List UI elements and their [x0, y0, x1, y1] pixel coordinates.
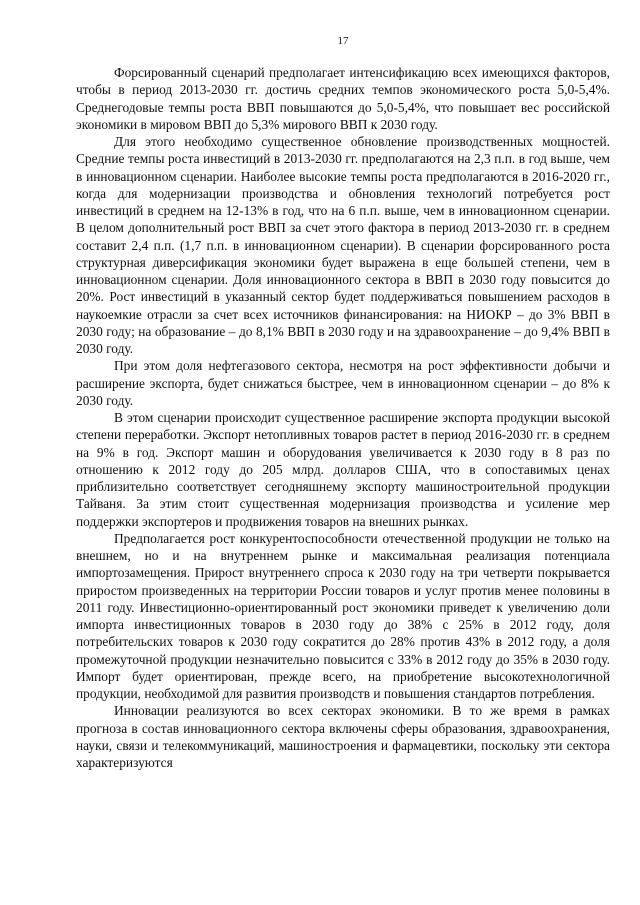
paragraph-oil-gas-share: При этом доля нефтегазового сектора, несмотря на рост эффективности добычи и расширение экспорта, будет снижаться быстрее, чем в инновационном сценарии – до 8% к 2030 году.: [76, 358, 610, 408]
paragraph-capacity-renewal: Для этого необходимо существенное обновление производственных мощностей. Средние темпы роста инвестиций в 2013-2030 гг. предполагаются на 2,3 п.п. в год выше, чем в инновационном сценарии. Наиболее высокие темпы роста предполагаются в 2016-2020 гг., когда для модернизации производства и обновления технологий потребуется рост инвестиций в среднем на 12-13% в год, что на 6 п.п. выше, чем в инновационном сценарии. В целом дополнительный рост ВВП за счет этого фактора в период 2013-2030 гг. в среднем составит 2,4 п.п. (1,7 п.п. в инновационном сценарии). В сценарии форсированного роста структурная диверсификация экономики будет выражена в еще большей степени, чем в инновационном сценарии. Доля инновационного сектора в ВВП в 2030 году повысится до 20%. Рост инвестиций в указанный сектор будет поддерживаться повышением расходов в наукоемкие отрасли за счет всех источников финансирования: на НИОКР – до 3% ВВП в 2030 году; на образование – до 8,1% ВВП в 2030 году и на здравоохранение – до 9,4% ВВП в 2030 году.: [76, 134, 610, 356]
paragraph-competitiveness: Предполагается рост конкурентоспособности отечественной продукции не только на внешнем, но и на внутреннем рынке и максимальная реализация потенциала импортозамещения. Прирост внутреннего спроса к 2030 году на три четверти покрывается приростом произведенных на территории России товаров и услуг против менее половины в 2011 году. Инвестиционно-ориентированный рост экономики приведет к увеличению доли импорта инвестиционных товаров в 2030 году до 38% с 25% в 2012 году, доля потребительских товаров к 2030 году сократится до 28% против 43% в 2012 году, а доля промежуточной продукции незначительно повысится с 33% в 2012 году до 35% в 2030 году. Импорт будет ориентирован, прежде всего, на приобретение высокотехнологичной продукции, необходимой для развития производств и повышения стандартов потребления.: [76, 530, 610, 701]
paragraph-innovation-sectors: Инновации реализуются во всех секторах экономики. В то же время в рамках прогноза в состав инновационного сектора включены сферы образования, здравоохранения, науки, связи и телекоммуникаций, машиностроения и фармацевтики, поскольку эти сектора характеризуются: [76, 703, 610, 770]
page-number: 17: [337, 35, 349, 47]
paragraph-export-expansion: В этом сценарии происходит существенное расширение экспорта продукции высокой степени переработки. Экспорт нетопливных товаров растет в период 2016-2030 гг. в среднем на 9% в год. Экспорт машин и оборудования увеличивается к 2030 году в 8 раз по отношению к 2012 году до 205 млрд. долларов США, что в сопоставимых ценах приблизительно соответствует сегодняшнему экспорту машиностроительной продукции Тайваня. За этим стоит существенная модернизация производства и усиление мер поддержки экспортеров и продвижения товаров на внешних рынках.: [76, 410, 610, 529]
paragraph-forced-scenario: Форсированный сценарий предполагает интенсификацию всех имеющихся факторов, чтобы в период 2013-2030 гг. достичь средних темпов экономического роста 5,0-5,4%. Среднегодовые темпы роста ВВП повышаются до 5,0-5,4%, что повышает вес российской экономики в мировом ВВП до 5,3% мирового ВВП к 2030 году.: [76, 65, 610, 132]
